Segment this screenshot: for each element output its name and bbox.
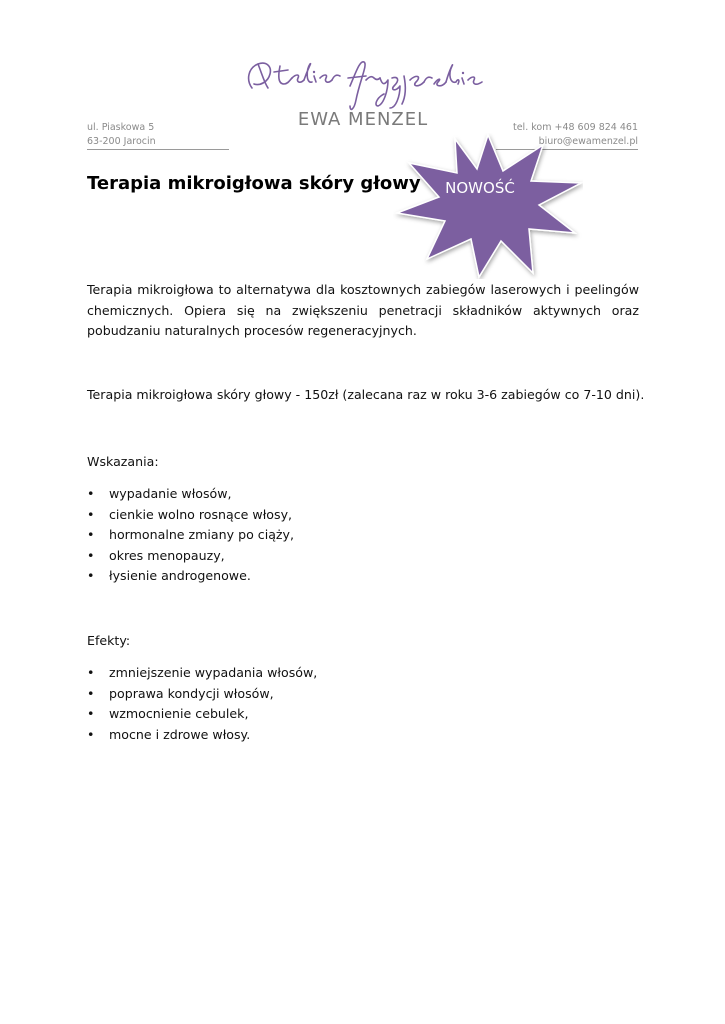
price-line: Terapia mikroigłowa skóry głowy - 150zł (zalecana raz w roku 3-6 zabiegów co 7-10 dni). [87, 387, 645, 402]
address-street: ul. Piaskowa 5 [87, 122, 155, 133]
list-item: • wzmocnienie cebulek, [87, 704, 639, 725]
bullet-icon: • [87, 506, 95, 522]
indications-list [87, 484, 639, 587]
contact-email[interactable]: biuro@ewamenzel.pl [538, 136, 638, 147]
address-city: 63-200 Jarocin [87, 136, 156, 147]
indications-label: Wskazania: [87, 454, 159, 469]
bullet-icon: • [87, 486, 95, 501]
page-title: Terapia mikroigłowa skóry głowy [87, 173, 421, 194]
bullet-icon: • [87, 685, 95, 701]
header-address [87, 121, 229, 150]
list-item: • okres menopauzy, [87, 546, 639, 567]
list-item: • łysienie androgenowe. [87, 566, 639, 587]
logo-name: EWA MENZEL [297, 109, 429, 130]
list-item: • wypadanie włosów, [87, 484, 639, 505]
bullet-icon: • [87, 547, 95, 563]
list-item: • zmniejszenie wypadania włosów, [87, 663, 639, 684]
bullet-icon: • [87, 568, 95, 583]
bullet-icon: • [87, 726, 95, 742]
effects-list [87, 663, 639, 745]
intro-paragraph: Terapia mikroigłowa to alternatywa dla kosztownych zabiegów laserowych i peelingów chemicznych. Opiera się na zwiększeniu penetracji składników aktywnych oraz pobudzaniu naturalnych procesów regeneracyjnych. [87, 282, 639, 338]
list-item: • mocne i zdrowe włosy. [87, 725, 639, 746]
contact-phone: tel. kom +48 609 824 461 [512, 122, 638, 133]
badge-new-label: NOWOŚĆ [445, 179, 515, 197]
list-item: • hormonalne zmiany po ciąży, [87, 525, 639, 546]
bullet-icon: • [87, 527, 95, 542]
starburst-badge-icon [393, 133, 583, 279]
list-item: • poprawa kondycji włosów, [87, 684, 639, 705]
bullet-icon: • [87, 665, 95, 680]
bullet-icon: • [87, 706, 95, 721]
list-item: • cienkie wolno rosnące włosy, [87, 505, 639, 526]
effects-label: Efekty: [87, 633, 131, 648]
